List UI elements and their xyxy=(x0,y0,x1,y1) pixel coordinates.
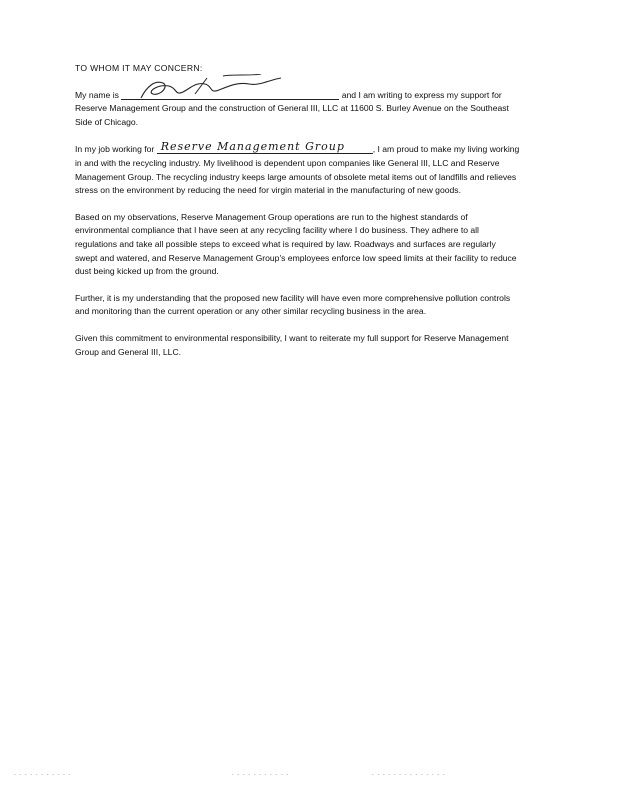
name-prefix: My name is xyxy=(75,89,119,100)
letter-body xyxy=(75,62,520,372)
name-suffix: and I am writing to express my support for Reserve Management Group and the construction of General III, LLC at 11600 S. Burley Avenue on the Southeast Side of Chicago. xyxy=(75,89,509,127)
employer-fill-line xyxy=(157,139,373,154)
handwritten-signature xyxy=(133,74,283,102)
paragraph-name xyxy=(75,88,520,130)
employer-prefix: In my job working for xyxy=(75,144,155,155)
paragraph-employer xyxy=(75,139,520,197)
footer-middle: - - - - - - - - - - - xyxy=(232,772,290,778)
footer-right: - - - - - - - - - - - - - - xyxy=(372,772,446,778)
employer-handwritten: Reserve Management Group xyxy=(160,139,345,153)
name-fill-line xyxy=(121,88,339,100)
paragraph-conclusion: Given this commitment to environmental responsibility, I want to reiterate my full support for Reserve Management Group and General III, LLC. xyxy=(75,332,509,357)
employer-suffix: , I am proud to make my living working in and with the recycling industry. My livelihood is dependent upon companies like General III, LLC and Reserve Management Group. The recycling industry keeps large amounts of obsolete metal items out of landfills and relieves stress on the environment by reducing the need for virgin material in the manufacturing of new goods. xyxy=(75,144,520,196)
paragraph-observations: Based on my observations, Reserve Management Group operations are run to the highest standards of environmental compliance that I have seen at any recycling facility where I do business. They adhere to all regulations and take all possible steps to exceed what is required by law. Roadways and surfaces are regularly swept and watered, and Reserve Management Group's employees enforce low speed limits at their facility to reduce dust being kicked up from the ground. xyxy=(75,211,517,277)
salutation: TO WHOM IT MAY CONCERN: xyxy=(75,63,203,73)
footer-left: - - - - - - - - - - - xyxy=(14,772,72,778)
paragraph-further: Further, it is my understanding that the proposed new facility will have even more comprehensive pollution controls and monitoring than the current operation or any other similar recycling business in the area. xyxy=(75,292,511,317)
